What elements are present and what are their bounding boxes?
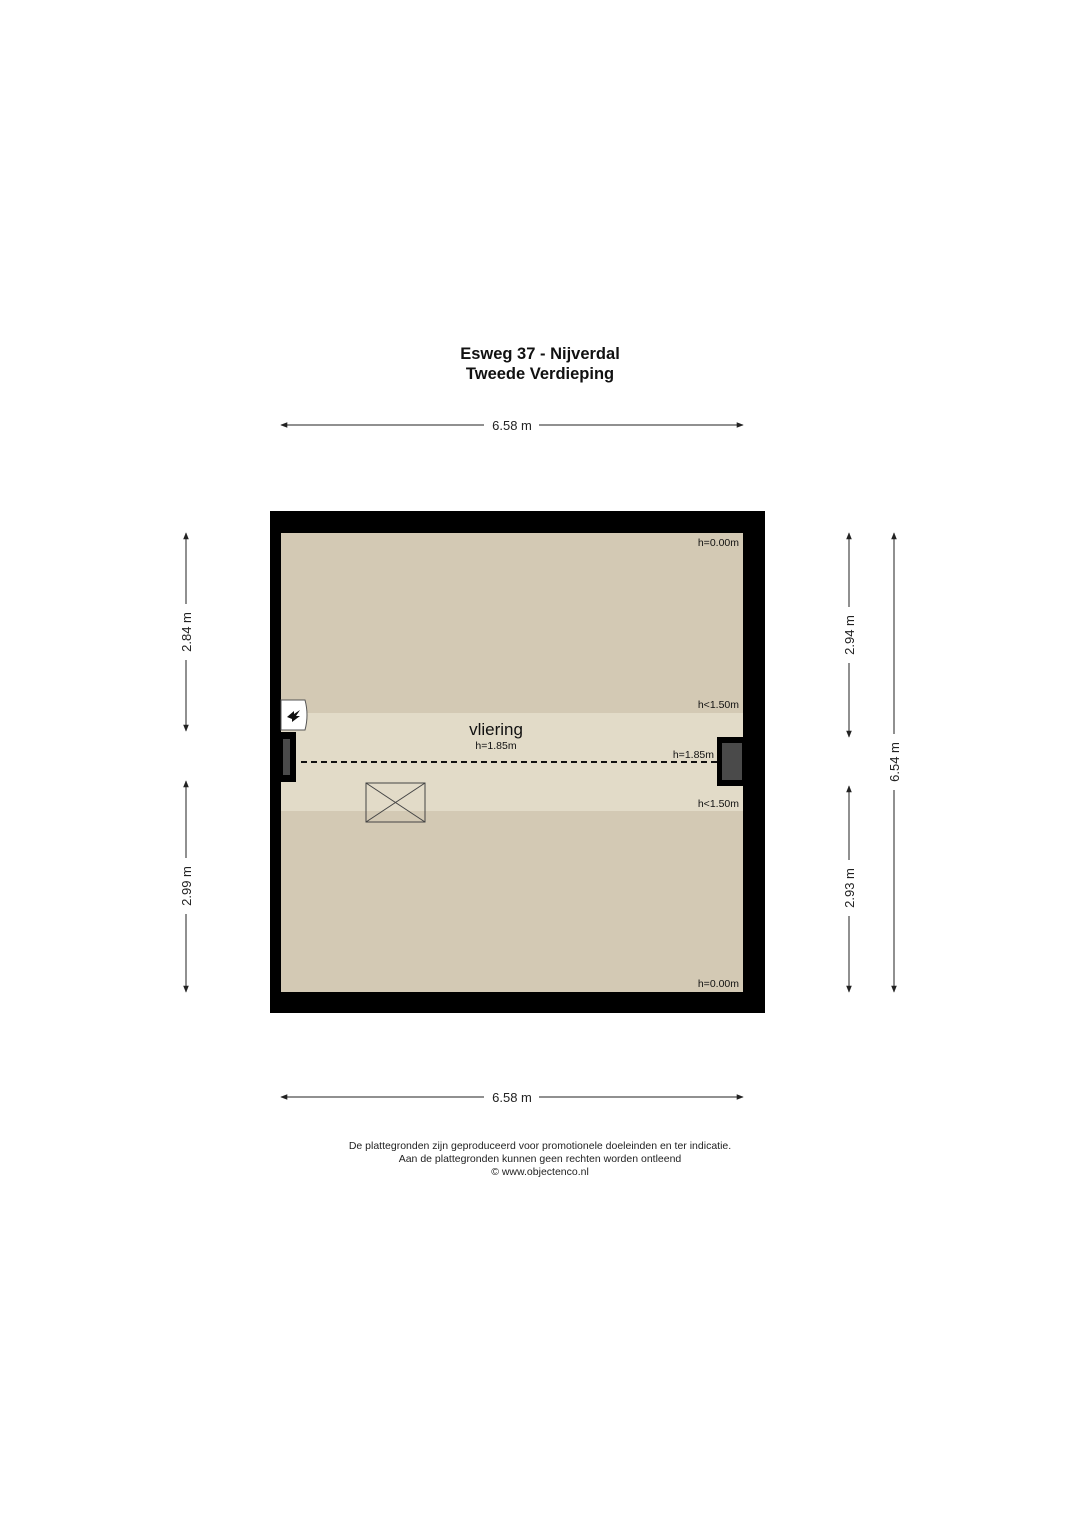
right-lower-dimension bbox=[842, 786, 857, 992]
disclaimer-line-2: Aan de plattegronden kunnen geen rechten worden ontleend bbox=[398, 1153, 682, 1165]
right-upper-label: 2.94 m bbox=[842, 615, 857, 655]
top-width-dimension bbox=[281, 418, 743, 433]
left-lower-label: 2.99 m bbox=[179, 866, 194, 906]
right-upper-dimension bbox=[842, 533, 857, 737]
copyright-line: © www.objectenco.nl bbox=[491, 1166, 589, 1178]
bottom-width-dimension bbox=[281, 1090, 743, 1105]
stair-arrow-icon bbox=[281, 700, 307, 730]
left-lower-dimension bbox=[179, 781, 194, 992]
top-width-label: 6.58 m bbox=[492, 418, 532, 433]
address-title: Esweg 37 - Nijverdal bbox=[460, 345, 620, 363]
disclaimer-line-1: De plattegronden zijn geproduceerd voor promotionele doeleinden en ter indicatie. bbox=[348, 1140, 732, 1152]
left-upper-label: 2.84 m bbox=[179, 612, 194, 652]
left-upper-dimension bbox=[179, 533, 194, 731]
height-marker-top: h=0.00m bbox=[697, 537, 739, 549]
right-total-dimension bbox=[887, 533, 902, 992]
height-marker-upper-slope: h<1.50m bbox=[697, 699, 739, 711]
right-lower-label: 2.93 m bbox=[842, 868, 857, 908]
right-chimney-flue bbox=[722, 743, 742, 780]
height-marker-ridge: h=1.85m bbox=[672, 749, 714, 761]
right-total-label: 6.54 m bbox=[887, 742, 902, 782]
left-chimney-flue bbox=[283, 739, 290, 775]
room-name: vliering bbox=[469, 720, 523, 739]
height-marker-lower-slope: h<1.50m bbox=[697, 798, 739, 810]
disclaimer bbox=[0, 1140, 1080, 1179]
height-marker-bottom: h=0.00m bbox=[697, 978, 739, 990]
room-height: h=1.85m bbox=[475, 740, 517, 752]
bottom-width-label: 6.58 m bbox=[492, 1090, 532, 1105]
floor-title: Tweede Verdieping bbox=[465, 365, 615, 383]
